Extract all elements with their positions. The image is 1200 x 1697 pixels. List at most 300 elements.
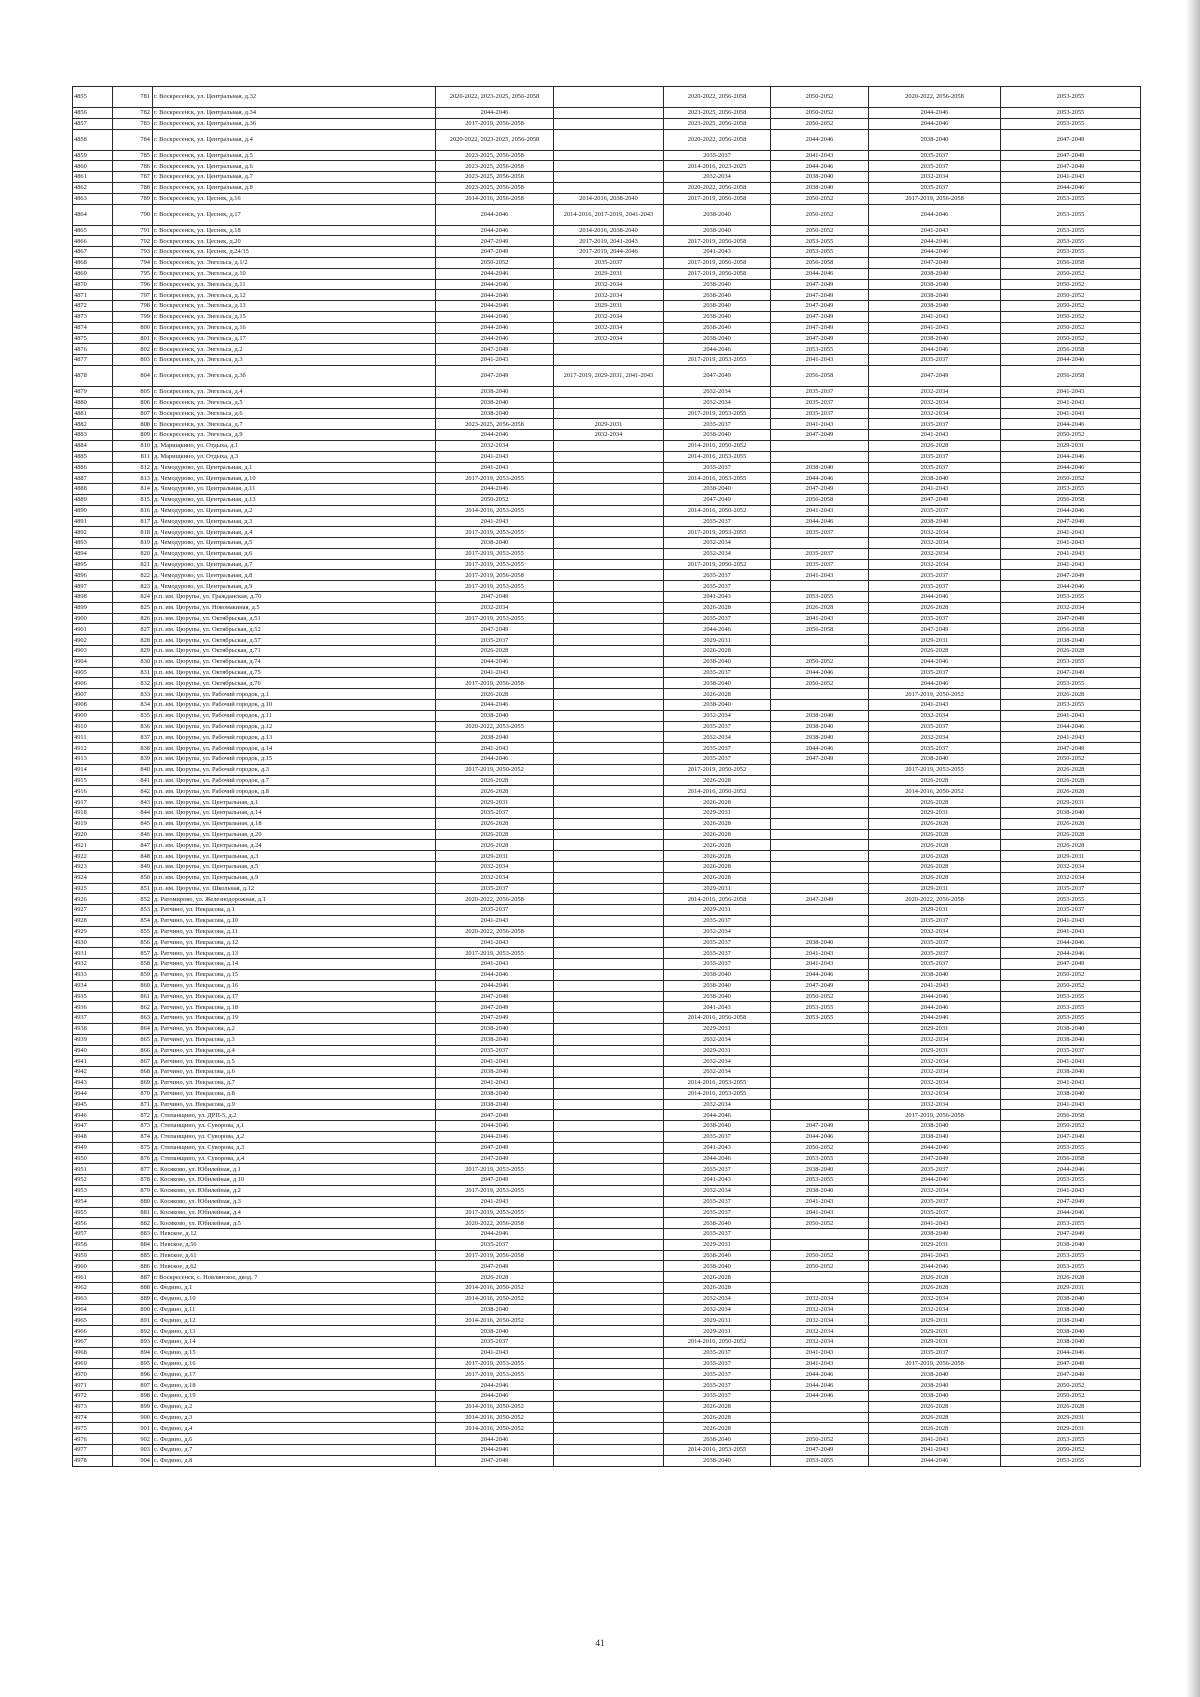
period-col-7-cell: 2053-2055 xyxy=(771,1153,869,1164)
period-col-7-cell: 2038-2040 xyxy=(771,1185,869,1196)
period-col-8-cell: 2029-2031 xyxy=(869,1326,1001,1337)
address-number-cell: 884 xyxy=(113,1239,153,1250)
period-col-8-cell: 2020-2022, 2056-2058 xyxy=(869,894,1001,905)
address-number-cell: 843 xyxy=(113,797,153,808)
period-col-7-cell: 2047-2049 xyxy=(771,322,869,333)
period-col-8-cell: 2035-2037 xyxy=(869,721,1001,732)
period-col-5-cell xyxy=(554,408,664,419)
period-col-4-cell: 2032-2034 xyxy=(436,440,554,451)
period-col-4-cell: 2035-2037 xyxy=(436,1239,554,1250)
address-number-cell: 817 xyxy=(113,516,153,527)
address-cell: с. Федино, д.18 xyxy=(153,1380,436,1391)
address-cell: д. Ратомирово, ул. Железнодорожная, д.1 xyxy=(153,894,436,905)
table-row xyxy=(73,818,1141,829)
table-row xyxy=(73,862,1141,873)
period-col-5-cell xyxy=(554,1175,664,1186)
row-number-cell: 4912 xyxy=(73,743,113,754)
period-col-8-cell: 2026-2028 xyxy=(869,872,1001,883)
address-cell: р.п. им. Цюрупы, ул. Рабочий городок, д.7 xyxy=(153,775,436,786)
period-col-4-cell: 2038-2040 xyxy=(436,386,554,397)
period-col-4-cell: 2014-2016, 2050-2052 xyxy=(436,1283,554,1294)
period-col-5-cell xyxy=(554,1358,664,1369)
period-col-4-cell: 2041-2043 xyxy=(436,516,554,527)
address-number-cell: 877 xyxy=(113,1164,153,1175)
table-row xyxy=(73,754,1141,765)
table-row xyxy=(73,1412,1141,1423)
address-cell: р.п. им. Цюрупы, ул. Рабочий городок, д.10 xyxy=(153,700,436,711)
period-col-7-cell xyxy=(771,1034,869,1045)
period-col-6-cell: 2044-2046 xyxy=(664,1153,771,1164)
period-col-7-cell: 2050-2052 xyxy=(771,991,869,1002)
period-col-4-cell: 2023-2025, 2056-2058 xyxy=(436,419,554,430)
table-row xyxy=(73,948,1141,959)
table-row xyxy=(73,743,1141,754)
address-cell: р.п. им. Цюрупы, ул. Рабочий городок, д.11 xyxy=(153,710,436,721)
period-col-5-cell xyxy=(554,1013,664,1024)
period-col-8-cell: 2041-2043 xyxy=(869,1445,1001,1456)
address-number-cell: 901 xyxy=(113,1423,153,1434)
table-row xyxy=(73,829,1141,840)
table-row xyxy=(73,1099,1141,1110)
period-col-6-cell: 2035-2037 xyxy=(664,570,771,581)
row-number-cell: 4898 xyxy=(73,592,113,603)
period-col-5-cell xyxy=(554,440,664,451)
address-cell: д. Чемодурово, ул. Центральная, д.10 xyxy=(153,473,436,484)
period-col-6-cell: 2029-2031 xyxy=(664,905,771,916)
row-number-cell: 4859 xyxy=(73,150,113,161)
period-col-7-cell: 2032-2034 xyxy=(771,1315,869,1326)
period-col-8-cell: 2017-2019, 2053-2055 xyxy=(869,764,1001,775)
period-col-8-cell: 2035-2037 xyxy=(869,1196,1001,1207)
period-col-5-cell xyxy=(554,118,664,129)
table-row xyxy=(73,1304,1141,1315)
period-col-7-cell: 2050-2052 xyxy=(771,656,869,667)
table-row xyxy=(73,991,1141,1002)
period-col-8-cell: 2044-2046 xyxy=(869,1002,1001,1013)
period-col-4-cell: 2014-2016, 2050-2052 xyxy=(436,1412,554,1423)
period-col-8-cell: 2035-2037 xyxy=(869,1207,1001,1218)
period-col-6-cell: 2038-2040 xyxy=(664,678,771,689)
period-col-5-cell xyxy=(554,1185,664,1196)
period-col-6-cell: 2014-2016, 2053-2055 xyxy=(664,1088,771,1099)
period-col-7-cell: 2053-2055 xyxy=(771,1455,869,1466)
period-col-4-cell: 2047-2049 xyxy=(436,1110,554,1121)
period-col-9-cell: 2041-2043 xyxy=(1001,1185,1141,1196)
row-number-cell: 4968 xyxy=(73,1347,113,1358)
period-col-9-cell: 2041-2043 xyxy=(1001,1056,1141,1067)
period-col-5-cell xyxy=(554,581,664,592)
period-col-6-cell: 2035-2037 xyxy=(664,915,771,926)
address-cell: г. Воскресенск, ул. Энгельса, д.17 xyxy=(153,333,436,344)
table-row xyxy=(73,1131,1141,1142)
address-number-cell: 885 xyxy=(113,1250,153,1261)
period-col-6-cell: 2023-2025, 2056-2058 xyxy=(664,118,771,129)
row-number-cell: 4943 xyxy=(73,1077,113,1088)
address-cell: с. Федино, д.16 xyxy=(153,1358,436,1369)
period-col-4-cell: 2035-2037 xyxy=(436,883,554,894)
period-col-5-cell xyxy=(554,1229,664,1240)
period-col-5-cell xyxy=(554,1401,664,1412)
table-row xyxy=(73,344,1141,355)
period-col-7-cell xyxy=(771,862,869,873)
address-number-cell: 876 xyxy=(113,1153,153,1164)
period-col-7-cell: 2041-2043 xyxy=(771,1347,869,1358)
row-number-cell: 4940 xyxy=(73,1045,113,1056)
period-col-9-cell: 2053-2055 xyxy=(1001,1455,1141,1466)
address-cell: д. Чемодурово, ул. Центральная, д.1 xyxy=(153,462,436,473)
period-col-6-cell: 2032-2034 xyxy=(664,1056,771,1067)
row-number-cell: 4906 xyxy=(73,678,113,689)
period-col-9-cell: 2032-2034 xyxy=(1001,602,1141,613)
row-number-cell: 4950 xyxy=(73,1153,113,1164)
period-col-7-cell: 2038-2040 xyxy=(771,937,869,948)
address-cell: г. Воскресенск, ул. Центральная, д.5 xyxy=(153,150,436,161)
period-col-8-cell: 2044-2046 xyxy=(869,1455,1001,1466)
period-col-8-cell: 2047-2049 xyxy=(869,1153,1001,1164)
table-row xyxy=(73,225,1141,236)
period-col-8-cell: 2044-2046 xyxy=(869,592,1001,603)
period-col-5-cell xyxy=(554,484,664,495)
period-col-4-cell: 2044-2046 xyxy=(436,322,554,333)
address-cell: д. Марищкино, ул. Отдыха, д.3 xyxy=(153,451,436,462)
address-cell: г. Воскресенск, ул. Энгельса, д.13 xyxy=(153,301,436,312)
period-col-7-cell xyxy=(771,829,869,840)
period-col-4-cell: 2041-2043 xyxy=(436,915,554,926)
address-number-cell: 871 xyxy=(113,1099,153,1110)
period-col-4-cell: 2017-2019, 2056-2058 xyxy=(436,678,554,689)
address-cell: г. Воскресенск, ул. Энгельса, д.15 xyxy=(153,311,436,322)
period-col-9-cell: 2026-2028 xyxy=(1001,829,1141,840)
period-col-9-cell: 2047-2049 xyxy=(1001,516,1141,527)
period-col-5-cell xyxy=(554,959,664,970)
address-number-cell: 879 xyxy=(113,1185,153,1196)
row-number-cell: 4977 xyxy=(73,1445,113,1456)
period-col-4-cell: 2041-2043 xyxy=(436,1056,554,1067)
period-col-6-cell: 2044-2046 xyxy=(664,624,771,635)
address-cell: г. Воскресенск, ул. Энгельса, д.10 xyxy=(153,268,436,279)
row-number-cell: 4914 xyxy=(73,764,113,775)
period-col-9-cell: 2035-2037 xyxy=(1001,883,1141,894)
period-col-7-cell xyxy=(771,1099,869,1110)
period-col-8-cell: 2035-2037 xyxy=(869,937,1001,948)
period-col-5-cell xyxy=(554,635,664,646)
period-col-5-cell xyxy=(554,808,664,819)
table-row xyxy=(73,322,1141,333)
period-col-4-cell: 2014-2016, 2050-2052 xyxy=(436,1423,554,1434)
address-number-cell: 819 xyxy=(113,538,153,549)
period-col-6-cell: 2032-2034 xyxy=(664,710,771,721)
period-col-4-cell: 2041-2043 xyxy=(436,1347,554,1358)
table-row xyxy=(73,462,1141,473)
row-number-cell: 4883 xyxy=(73,430,113,441)
period-col-5-cell xyxy=(554,1110,664,1121)
address-number-cell: 849 xyxy=(113,862,153,873)
period-col-6-cell: 2038-2040 xyxy=(664,333,771,344)
row-number-cell: 4947 xyxy=(73,1121,113,1132)
address-cell: с. Невское, д.56 xyxy=(153,1239,436,1250)
period-col-8-cell: 2038-2040 xyxy=(869,1229,1001,1240)
period-col-7-cell: 2038-2040 xyxy=(771,1164,869,1175)
period-col-6-cell: 2035-2037 xyxy=(664,1380,771,1391)
period-col-9-cell: 2026-2028 xyxy=(1001,689,1141,700)
period-col-5-cell xyxy=(554,1347,664,1358)
period-col-8-cell: 2032-2034 xyxy=(869,397,1001,408)
period-col-7-cell: 2050-2052 xyxy=(771,225,869,236)
period-col-7-cell: 2056-2058 xyxy=(771,365,869,386)
table-row xyxy=(73,430,1141,441)
period-col-8-cell: 2035-2037 xyxy=(869,581,1001,592)
period-col-5-cell xyxy=(554,829,664,840)
period-col-9-cell: 2041-2043 xyxy=(1001,527,1141,538)
period-col-4-cell: 2014-2016, 2050-2052 xyxy=(436,1401,554,1412)
period-col-9-cell: 2044-2046 xyxy=(1001,182,1141,193)
table-row xyxy=(73,1455,1141,1466)
address-cell: с. Федино, д.1 xyxy=(153,1283,436,1294)
period-col-5-cell xyxy=(554,1077,664,1088)
period-col-9-cell: 2029-2031 xyxy=(1001,1283,1141,1294)
period-col-5-cell xyxy=(554,1455,664,1466)
table-row xyxy=(73,1142,1141,1153)
row-number-cell: 4904 xyxy=(73,656,113,667)
period-col-9-cell: 2047-2049 xyxy=(1001,667,1141,678)
period-col-8-cell: 2032-2034 xyxy=(869,527,1001,538)
address-number-cell: 839 xyxy=(113,754,153,765)
row-number-cell: 4933 xyxy=(73,969,113,980)
row-number-cell: 4901 xyxy=(73,624,113,635)
table-row xyxy=(73,333,1141,344)
row-number-cell: 4973 xyxy=(73,1401,113,1412)
period-col-5-cell xyxy=(554,1369,664,1380)
period-col-9-cell: 2044-2046 xyxy=(1001,355,1141,366)
row-number-cell: 4957 xyxy=(73,1229,113,1240)
row-number-cell: 4958 xyxy=(73,1239,113,1250)
period-col-4-cell: 2020-2022, 2023-2025, 2056-2058 xyxy=(436,87,554,108)
period-col-6-cell: 2035-2037 xyxy=(664,1207,771,1218)
row-number-cell: 4890 xyxy=(73,505,113,516)
period-col-9-cell: 2032-2034 xyxy=(1001,862,1141,873)
row-number-cell: 4941 xyxy=(73,1056,113,1067)
address-number-cell: 851 xyxy=(113,883,153,894)
table-row xyxy=(73,193,1141,204)
address-cell: г. Воскресенск, ул. Энгельса, д.1/2 xyxy=(153,257,436,268)
period-col-6-cell: 2026-2028 xyxy=(664,862,771,873)
period-col-6-cell: 2014-2016, 2053-2055 xyxy=(664,451,771,462)
address-cell: д. Марищкино, ул. Отдыха, д.1 xyxy=(153,440,436,451)
period-col-9-cell: 2041-2043 xyxy=(1001,1099,1141,1110)
row-number-cell: 4948 xyxy=(73,1131,113,1142)
row-number-cell: 4902 xyxy=(73,635,113,646)
table-row xyxy=(73,581,1141,592)
period-col-5-cell xyxy=(554,1326,664,1337)
period-col-9-cell: 2038-2040 xyxy=(1001,635,1141,646)
period-col-7-cell: 2032-2034 xyxy=(771,1304,869,1315)
address-cell: г. Воскресенск, ул. Центральная, д.8 xyxy=(153,182,436,193)
period-col-6-cell: 2035-2037 xyxy=(664,754,771,765)
period-col-5-cell xyxy=(554,1131,664,1142)
period-col-7-cell: 2044-2046 xyxy=(771,268,869,279)
period-col-9-cell: 2029-2031 xyxy=(1001,1412,1141,1423)
period-col-7-cell: 2041-2043 xyxy=(771,1207,869,1218)
address-number-cell: 796 xyxy=(113,279,153,290)
period-col-9-cell: 2050-2052 xyxy=(1001,1380,1141,1391)
period-col-9-cell: 2044-2046 xyxy=(1001,1164,1141,1175)
period-col-6-cell: 2035-2037 xyxy=(664,462,771,473)
period-col-9-cell: 2053-2055 xyxy=(1001,894,1141,905)
period-col-6-cell: 2041-2043 xyxy=(664,1175,771,1186)
period-col-4-cell: 2017-2019, 2056-2058 xyxy=(436,118,554,129)
period-col-4-cell: 2017-2019, 2056-2058 xyxy=(436,1250,554,1261)
table-row xyxy=(73,764,1141,775)
period-col-9-cell: 2044-2046 xyxy=(1001,451,1141,462)
address-cell: р.п. им. Цюрупы, ул. Центральная, д.5 xyxy=(153,862,436,873)
row-number-cell: 4923 xyxy=(73,862,113,873)
period-col-4-cell: 2035-2037 xyxy=(436,1337,554,1348)
schedule-table-container xyxy=(72,86,1140,1467)
period-col-4-cell: 2044-2046 xyxy=(436,268,554,279)
address-cell: д. Чемодурово, ул. Центральная, д.8 xyxy=(153,570,436,581)
period-col-7-cell: 2035-2037 xyxy=(771,527,869,538)
period-col-8-cell: 2032-2034 xyxy=(869,1293,1001,1304)
row-number-cell: 4870 xyxy=(73,279,113,290)
period-col-8-cell: 2041-2043 xyxy=(869,1250,1001,1261)
row-number-cell: 4863 xyxy=(73,193,113,204)
address-number-cell: 793 xyxy=(113,247,153,258)
period-col-7-cell xyxy=(771,1045,869,1056)
row-number-cell: 4925 xyxy=(73,883,113,894)
period-col-6-cell: 2020-2022, 2056-2058 xyxy=(664,129,771,150)
period-col-5-cell xyxy=(554,862,664,873)
address-cell: д. Ратчино, ул. Некрасова, д.1 xyxy=(153,905,436,916)
period-col-8-cell: 2026-2028 xyxy=(869,1412,1001,1423)
period-col-4-cell: 2020-2022, 2053-2055 xyxy=(436,721,554,732)
period-col-6-cell: 2032-2034 xyxy=(664,1099,771,1110)
period-col-9-cell: 2026-2028 xyxy=(1001,1272,1141,1283)
period-col-7-cell: 2050-2052 xyxy=(771,118,869,129)
period-col-5-cell xyxy=(554,1434,664,1445)
address-cell: д. Чемодурово, ул. Центральная, д.6 xyxy=(153,548,436,559)
address-number-cell: 859 xyxy=(113,969,153,980)
period-col-8-cell: 2026-2028 xyxy=(869,1272,1001,1283)
period-col-4-cell: 2026-2028 xyxy=(436,775,554,786)
address-cell: с. Федино, д.4 xyxy=(153,1423,436,1434)
period-col-9-cell: 2041-2043 xyxy=(1001,559,1141,570)
address-cell: д. Ратчино, ул. Некрасова, д.11 xyxy=(153,926,436,937)
row-number-cell: 4895 xyxy=(73,559,113,570)
period-col-8-cell: 2020-2022, 2056-2058 xyxy=(869,87,1001,108)
table-row xyxy=(73,1326,1141,1337)
period-col-5-cell xyxy=(554,872,664,883)
period-col-6-cell: 2014-2016, 2050-2052 xyxy=(664,440,771,451)
period-col-9-cell: 2050-2052 xyxy=(1001,279,1141,290)
row-number-cell: 4899 xyxy=(73,602,113,613)
table-row xyxy=(73,1077,1141,1088)
period-col-7-cell xyxy=(771,818,869,829)
period-col-9-cell: 2053-2055 xyxy=(1001,87,1141,108)
address-number-cell: 888 xyxy=(113,1283,153,1294)
period-col-6-cell: 2038-2040 xyxy=(664,991,771,1002)
address-cell: д. Ратчино, ул. Некрасова, д.7 xyxy=(153,1077,436,1088)
period-col-8-cell: 2032-2034 xyxy=(869,1185,1001,1196)
address-number-cell: 868 xyxy=(113,1067,153,1078)
period-col-4-cell: 2044-2046 xyxy=(436,969,554,980)
address-cell: д. Ратчино, ул. Некрасова, д.13 xyxy=(153,948,436,959)
row-number-cell: 4978 xyxy=(73,1455,113,1466)
period-col-5-cell: 2029-2031 xyxy=(554,301,664,312)
table-row xyxy=(73,959,1141,970)
period-col-6-cell: 2047-2049 xyxy=(664,494,771,505)
period-col-7-cell: 2041-2043 xyxy=(771,948,869,959)
table-row xyxy=(73,516,1141,527)
period-col-9-cell: 2053-2055 xyxy=(1001,1261,1141,1272)
row-number-cell: 4887 xyxy=(73,473,113,484)
address-cell: г. Воскресенск, ул. Энгельса, д.3б xyxy=(153,365,436,386)
period-col-6-cell: 2029-2031 xyxy=(664,1023,771,1034)
period-col-6-cell: 2035-2037 xyxy=(664,1196,771,1207)
period-col-9-cell: 2053-2055 xyxy=(1001,991,1141,1002)
period-col-6-cell: 2032-2034 xyxy=(664,1304,771,1315)
address-number-cell: 813 xyxy=(113,473,153,484)
address-number-cell: 892 xyxy=(113,1326,153,1337)
table-row xyxy=(73,915,1141,926)
period-col-9-cell: 2047-2049 xyxy=(1001,1131,1141,1142)
period-col-9-cell: 2053-2055 xyxy=(1001,247,1141,258)
period-col-6-cell: 2038-2040 xyxy=(664,1121,771,1132)
period-col-6-cell: 2035-2037 xyxy=(664,1369,771,1380)
period-col-9-cell: 2044-2046 xyxy=(1001,581,1141,592)
address-cell: р.п. им. Цюрупы, ул. Рабочий городок, д.13 xyxy=(153,732,436,743)
period-col-6-cell: 2029-2031 xyxy=(664,1239,771,1250)
period-col-7-cell: 2047-2049 xyxy=(771,301,869,312)
period-col-9-cell: 2044-2046 xyxy=(1001,948,1141,959)
table-row xyxy=(73,1337,1141,1348)
period-col-6-cell: 2038-2040 xyxy=(664,204,771,225)
period-col-6-cell: 2035-2037 xyxy=(664,721,771,732)
period-col-8-cell: 2029-2031 xyxy=(869,883,1001,894)
address-number-cell: 886 xyxy=(113,1261,153,1272)
period-col-7-cell xyxy=(771,1088,869,1099)
period-col-4-cell: 2044-2046 xyxy=(436,290,554,301)
address-number-cell: 842 xyxy=(113,786,153,797)
period-col-6-cell: 2026-2028 xyxy=(664,1283,771,1294)
address-number-cell: 818 xyxy=(113,527,153,538)
period-col-5-cell: 2032-2034 xyxy=(554,333,664,344)
period-col-9-cell: 2047-2049 xyxy=(1001,129,1141,150)
address-number-cell: 834 xyxy=(113,700,153,711)
row-number-cell: 4936 xyxy=(73,1002,113,1013)
period-col-7-cell xyxy=(771,775,869,786)
period-col-9-cell: 2047-2049 xyxy=(1001,959,1141,970)
period-col-7-cell: 2032-2034 xyxy=(771,1293,869,1304)
period-col-9-cell: 2029-2031 xyxy=(1001,797,1141,808)
period-col-4-cell: 2026-2028 xyxy=(436,689,554,700)
row-number-cell: 4897 xyxy=(73,581,113,592)
address-number-cell: 795 xyxy=(113,268,153,279)
table-row xyxy=(73,1153,1141,1164)
table-row xyxy=(73,872,1141,883)
period-col-4-cell: 2038-2040 xyxy=(436,1326,554,1337)
table-row xyxy=(73,1110,1141,1121)
period-col-6-cell: 2038-2040 xyxy=(664,1455,771,1466)
period-col-7-cell: 2026-2028 xyxy=(771,602,869,613)
period-col-7-cell: 2050-2052 xyxy=(771,1434,869,1445)
period-col-8-cell: 2029-2031 xyxy=(869,1337,1001,1348)
period-col-4-cell: 2041-2043 xyxy=(436,355,554,366)
period-col-9-cell: 2050-2052 xyxy=(1001,1121,1141,1132)
period-col-9-cell: 2050-2052 xyxy=(1001,311,1141,322)
period-col-9-cell: 2026-2028 xyxy=(1001,646,1141,657)
period-col-7-cell: 2053-2055 xyxy=(771,247,869,258)
row-number-cell: 4962 xyxy=(73,1283,113,1294)
